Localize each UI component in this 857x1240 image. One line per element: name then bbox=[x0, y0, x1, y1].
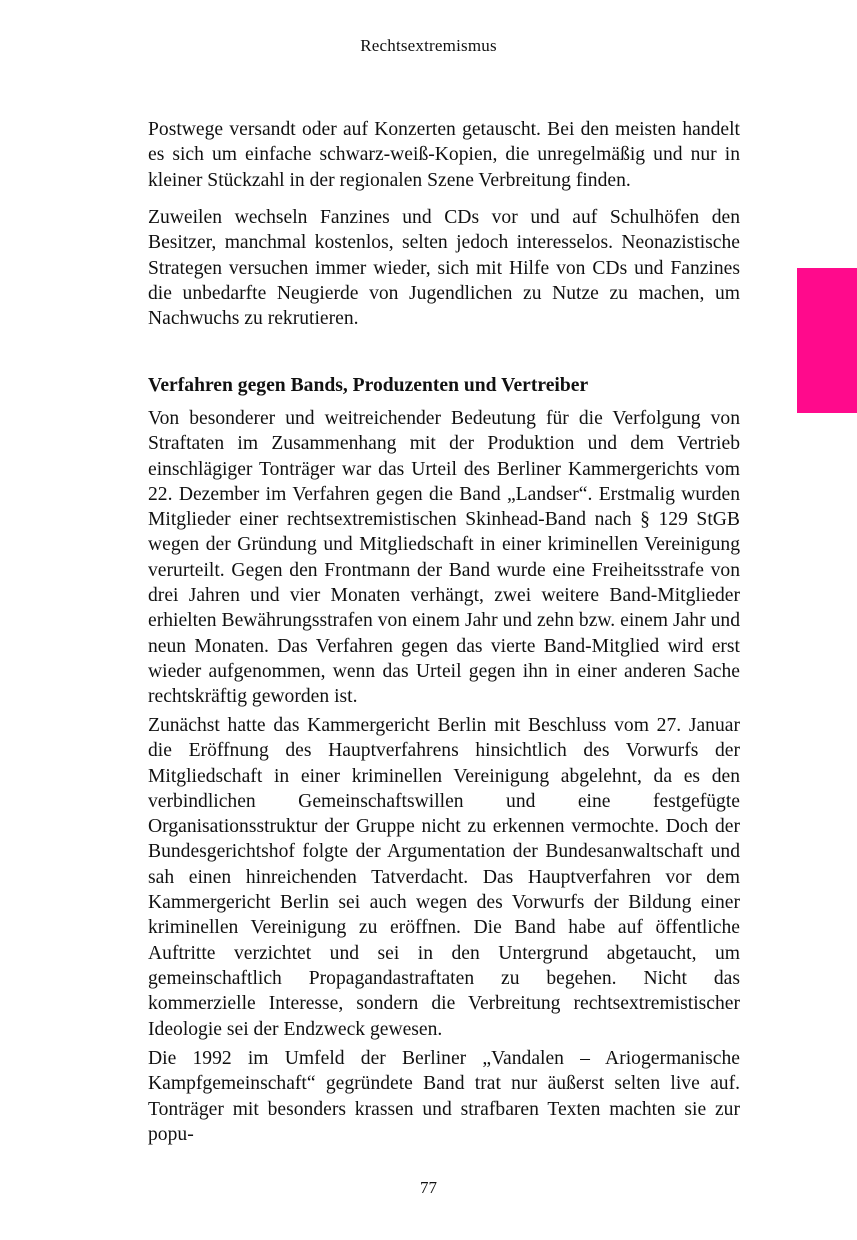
paragraph-text: Die 1992 im Umfeld der Berliner „Vandalen – Ariogermanische Kampfgemeinschaft“ gegründete Band trat nur äußerst selten live auf. Tonträger mit besonders krassen und strafbaren Texten machten sie zur popu- bbox=[148, 1048, 740, 1145]
paragraph-text: Postwege versandt oder auf Konzerten getauscht. Bei den meisten handelt es sich um einfache schwarz-weiß-Kopien, die unregelmäßig und nur in kleiner Stückzahl in der regionalen Szene Verbreitung finden. bbox=[148, 119, 740, 191]
running-header: Rechtsextremismus bbox=[360, 36, 497, 55]
paragraph-text: Zuweilen wechseln Fanzines und CDs vor und auf Schulhöfen den Besitzer, manchmal kostenlos, selten jedoch interesselos. Neonazistische Strategen versuchen immer wieder, sich mit Hilfe von CDs und Fanzines die unbedarfte Neugierde von Jugendlichen zu Nutze zu machen, um Nachwuchs zu rekrutieren. bbox=[148, 207, 740, 330]
paragraph-text: Zunächst hatte das Kammergericht Berlin mit Beschluss vom 27. Januar die Eröffnung des Hauptverfahrens hinsichtlich des Vorwurfs der Mitgliedschaft in einer kriminellen Vereinigung abgelehnt, da es den verbindlichen Gemeinschaftswillen und eine festgefügte Organisationsstruktur der Gruppe nicht zu erkennen vermochte. Doch der Bundesgerichtshof folgte der Argumentation der Bundesanwaltschaft und sah einen hinreichenden Tatverdacht. Das Hauptverfahren vor dem Kammergericht Berlin sei auch wegen des Vorwurfs der Bildung einer kriminellen Vereinigung zu eröffnen. Die Band habe auf öffentliche Auftritte verzichtet und sei in den Untergrund abgetaucht, um gemeinschaftlich Propagandastraftaten zu begehen. Nicht das kommerzielle Interesse, sondern die Verbreitung rechtsextremistischer Ideologie sei der Endzweck gewesen. bbox=[148, 715, 740, 1040]
paragraph-text: Von besonderer und weitreichender Bedeutung für die Verfolgung von Straftaten im Zusammenhang mit der Produktion und dem Vertrieb einschlägiger Tonträger war das Urteil des Berliner Kammergerichts vom 22. Dezember im Verfahren gegen die Band „Landser“. Erstmalig wurden Mitglieder einer rechtsextremistischen Skinhead-Band nach § 129 StGB wegen der Gründung und Mitgliedschaft in einer kriminellen Vereinigung verurteilt. Gegen den Frontmann der Band wurde eine Freiheitsstrafe von drei Jahren und vier Monaten verhängt, zwei weitere Band-Mitglieder erhielten Bewährungsstrafen von einem Jahr und zehn bzw. einem Jahr und neun Monaten. Das Verfahren gegen das vierte Band-Mitglied wird erst wieder aufgenommen, wenn das Urteil gegen ihn in einer anderen Sache rechtskräftig geworden ist. bbox=[148, 408, 740, 708]
chapter-thumb-tab bbox=[797, 268, 857, 413]
body-paragraph-4 bbox=[148, 713, 740, 1042]
body-paragraph-5 bbox=[148, 1046, 740, 1147]
body-paragraph-2 bbox=[148, 205, 740, 331]
page-number: 77 bbox=[420, 1178, 437, 1197]
body-paragraph-3 bbox=[148, 406, 740, 710]
body-paragraph-1 bbox=[148, 117, 740, 193]
section-heading: Verfahren gegen Bands, Produzenten und Vertreiber bbox=[148, 375, 589, 396]
